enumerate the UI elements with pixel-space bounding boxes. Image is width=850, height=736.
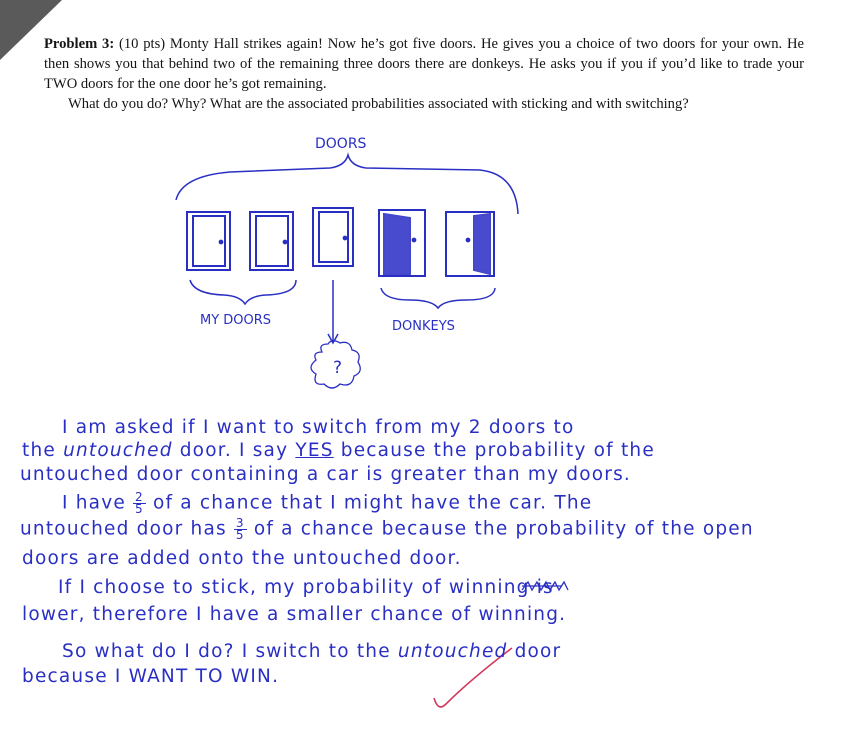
answer-text: door: [514, 641, 562, 662]
answer-untouched: untouched: [63, 440, 173, 461]
my-doors-label: MY DOORS: [200, 313, 272, 328]
my-doors-brace: [190, 280, 296, 304]
answer-text: So what do I do? I switch to the: [62, 641, 391, 662]
problem-question: What do you do? Why? What are the associated probabilities associated with sticking and with switching?: [68, 96, 689, 112]
problem-text: Monty Hall strikes again! Now he’s got five doors. He gives you a choice of two doors for your own. He then shows you that behind two of the remaining three doors there are donkeys. He asks you if you if you’d like to trade your TWO doors for the one door he’s got remaining.: [44, 36, 804, 92]
problem-title: Problem 3:: [44, 36, 115, 52]
doors-label: DOORS: [315, 136, 367, 152]
answer-line-7: If I choose to stick, my probability of winning is: [58, 577, 554, 598]
answer-line-10: because I WANT TO WIN.: [22, 666, 280, 687]
fraction-two-fifths: $\frac{2}{5}$: [135, 490, 144, 516]
door-5-open: [446, 212, 494, 276]
door-4-open: [379, 210, 425, 276]
answer-text: because the probability of the: [340, 440, 655, 461]
door-2: [250, 212, 293, 270]
answer-line-8: lower, therefore I have a smaller chance of winning.: [22, 604, 567, 625]
answer-text: of a chance that I might have the car. The: [152, 492, 593, 514]
answer-text: door. I say: [179, 440, 289, 461]
answer-yes: YES: [295, 440, 334, 461]
problem-points: (10 pts): [118, 36, 166, 52]
fraction-three-fifths: $\frac{3}{5}$: [235, 516, 245, 542]
answer-text: untouched door has: [20, 518, 227, 540]
answer-line-1: I am asked if I want to switch from my 2 doors to: [62, 417, 575, 438]
answer-line-6: doors are added onto the untouched door.: [22, 548, 462, 569]
answer-line-5: [20, 518, 754, 541]
answer-untouched: untouched: [397, 641, 508, 662]
answer-text: of a chance because the probability of the open: [253, 518, 754, 540]
answer-text: the: [22, 440, 56, 461]
door-3: [313, 208, 353, 266]
doors-brace: [176, 155, 518, 214]
answer-line-2: [22, 440, 655, 461]
donkeys-label: DONKEYS: [392, 319, 455, 334]
unknown-mark: ?: [333, 358, 343, 378]
door-1: [187, 212, 230, 270]
answer-line-4: [62, 492, 592, 515]
answer-line-3: untouched door containing a car is greater than my doors.: [20, 464, 632, 485]
donkeys-brace: [381, 288, 495, 308]
answer-text: I have: [62, 492, 126, 514]
answer-line-9: [62, 641, 561, 662]
